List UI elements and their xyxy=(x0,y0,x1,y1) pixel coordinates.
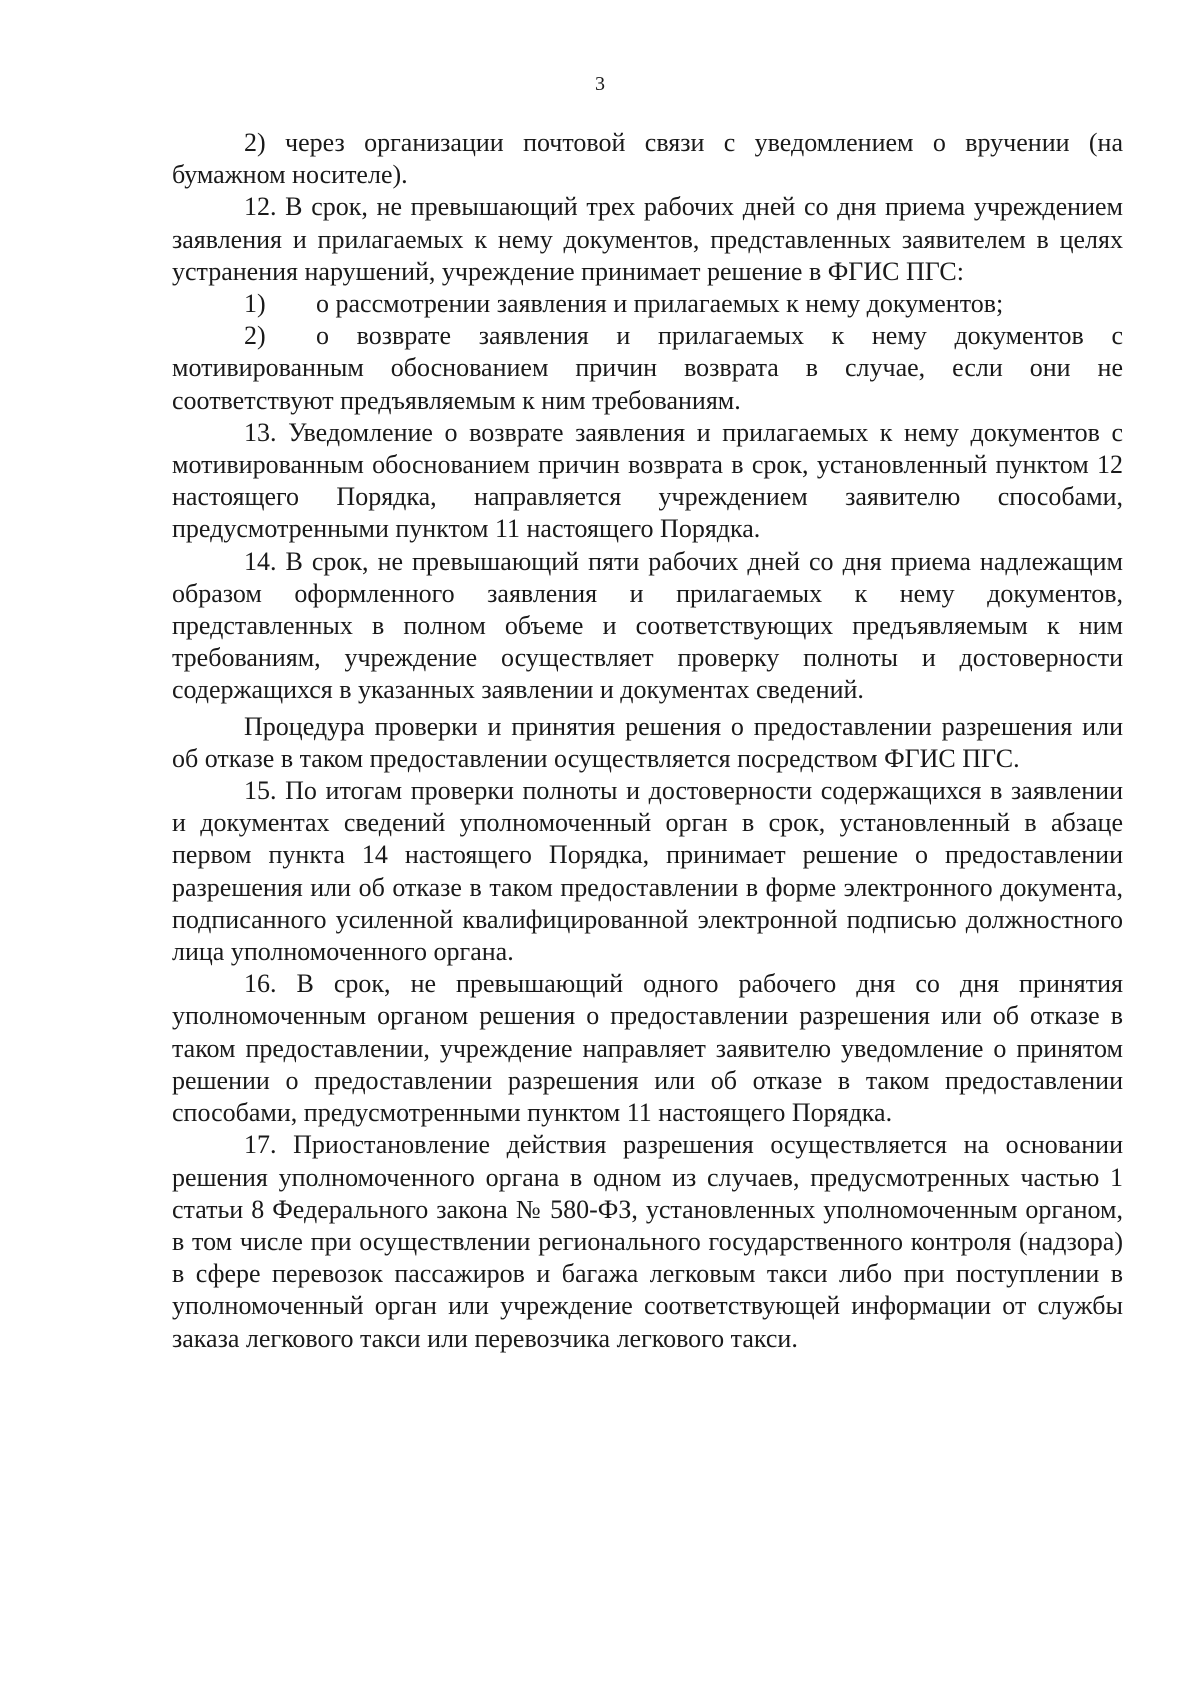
list-text: о рассмотрении заявления и прилагаемых к нему документов; xyxy=(316,289,1004,319)
paragraph-15: 15. По итогам проверки полноты и достоверности содержащихся в заявлении и документах сведений уполномоченный орган в срок, установленный в абзаце первом пункта 14 настоящего Порядка, принимает решение о предоставлении разрешения или об отказе в таком предоставлении в форме электронного документа, подписанного усиленной квалифицированной электронной подписью должностного лица уполномоченного органа. xyxy=(172,776,1123,967)
document-body xyxy=(172,127,1123,1355)
list-text: о возврате заявления и прилагаемых к нему документов с мотивированным обоснованием причин возврата в случае, если они не соответствуют предъявляемым к ним требованиям. xyxy=(172,321,1123,415)
paragraph-14: 14. В срок, не превышающий пяти рабочих дней со дня приема надлежащим образом оформленного заявления и прилагаемых к нему документов, представленных в полном объеме и соответствующих предъявляемым к ним требованиям, учреждение осуществляет проверку полноты и достоверности содержащихся в указанных заявлении и документах сведений. xyxy=(172,546,1123,705)
paragraph-postal-delivery: 2) через организации почтовой связи с уведомлением о вручении (на бумажном носителе). xyxy=(172,128,1123,190)
paragraph-14-procedure: Процедура проверки и принятия решения о предоставлении разрешения или об отказе в таком предоставлении осуществляется посредством ФГИС ПГС. xyxy=(172,711,1123,773)
list-number: 1) xyxy=(244,289,266,319)
page-number: 3 xyxy=(595,73,605,95)
paragraph-16: 16. В срок, не превышающий одного рабочего дня со дня принятия уполномоченным органом решения о предоставлении разрешения или об отказе в таком предоставлении, учреждение направляет заявителю уведомление о принятом решении о предоставлении разрешения или об отказе в таком предоставлении способами, предусмотренными пунктом 11 настоящего Порядка. xyxy=(172,969,1123,1128)
paragraph-12-item-1 xyxy=(172,288,1123,320)
paragraph-12-item-2 xyxy=(172,320,1123,417)
paragraph-12: 12. В срок, не превышающий трех рабочих дней со дня приема учреждением заявления и прилагаемых к нему документов, представленных заявителем в целях устранения нарушений, учреждение принимает решение в ФГИС ПГС: xyxy=(172,192,1123,286)
paragraph-17: 17. Приостановление действия разрешения осуществляется на основании решения уполномоченного органа в одном из случаев, предусмотренных частью 1 статьи 8 Федерального закона № 580-ФЗ, установленных уполномоченным органом, в том числе при осуществлении регионального государственного контроля (надзора) в сфере перевозок пассажиров и багажа легковым такси либо при поступлении в уполномоченный орган или учреждение соответствующей информации от службы заказа легкового такси или перевозчика легкового такси. xyxy=(172,1130,1123,1353)
list-number: 2) xyxy=(244,321,266,351)
paragraph-13: 13. Уведомление о возврате заявления и прилагаемых к нему документов с мотивированным обоснованием причин возврата в срок, установленный пунктом 12 настоящего Порядка, направляется учреждением заявителю способами, предусмотренными пунктом 11 настоящего Порядка. xyxy=(172,417,1123,544)
